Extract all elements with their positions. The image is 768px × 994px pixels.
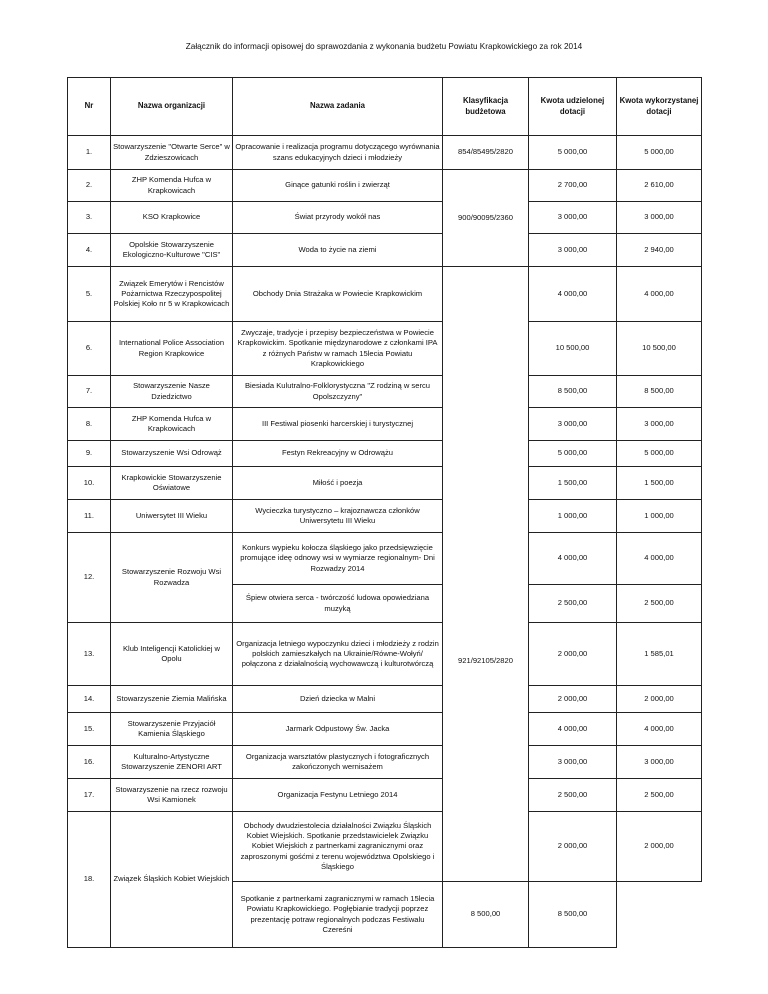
row-organization: ZHP Komenda Hufca w Krapkowicach <box>111 408 233 441</box>
row-granted: 1 000,00 <box>529 500 617 533</box>
table-row <box>68 686 702 713</box>
row-granted: 5 000,00 <box>529 441 617 467</box>
row-organization: Związek Emerytów i Rencistów Pożarnictwa Rzeczypospolitej Polskiej Koło nr 5 w Krapkowicach <box>111 267 233 322</box>
table-row <box>68 408 702 441</box>
row-task: Miłość i poezja <box>233 467 443 500</box>
row-task: Biesiada Kulutralno-Folklorystyczna "Z rodziną w sercu Opolszczyzny" <box>233 376 443 408</box>
row-task: Obchody dwudziestolecia działalności Związku Śląskich Kobiet Wiejskich. Spotkanie przedstawicielek Związku Kobiet Wiejskich z partnerkami zagranicznymi oraz zaproszonymi gośćmi z terenu województwa Opolskiego i Śląskiego <box>233 812 443 882</box>
row-task: Organizacja Festynu Letniego 2014 <box>233 779 443 812</box>
row-nr: 13. <box>68 623 111 686</box>
row-used: 10 500,00 <box>617 322 702 376</box>
row-granted: 2 500,00 <box>529 585 617 623</box>
row-granted: 3 000,00 <box>529 746 617 779</box>
row-organization: Stowarzyszenie Rozwoju Wsi Rozwadza <box>111 533 233 623</box>
row-granted: 3 000,00 <box>529 234 617 267</box>
table-row <box>68 500 702 533</box>
row-organization: International Police Association Region Krapkowice <box>111 322 233 376</box>
row-nr: 15. <box>68 713 111 746</box>
table-row <box>68 713 702 746</box>
row-organization: Klub Inteligencji Katolickiej w Opolu <box>111 623 233 686</box>
row-used: 8 500,00 <box>617 376 702 408</box>
row-nr: 14. <box>68 686 111 713</box>
row-used: 3 000,00 <box>617 202 702 234</box>
row-granted: 1 500,00 <box>529 467 617 500</box>
row-nr: 5. <box>68 267 111 322</box>
row-used: 4 000,00 <box>617 713 702 746</box>
table-row <box>68 746 702 779</box>
row-task: Świat przyrody wokół nas <box>233 202 443 234</box>
row-task: Śpiew otwiera serca - twórczość ludowa opowiedziana muzyką <box>233 585 443 623</box>
row-used: 2 940,00 <box>617 234 702 267</box>
row-task: Konkurs wypieku kołocza śląskiego jako przedsięwzięcie promujące ideę odnowy wsi w wymiarze regionalnym- Dni Rozwadzy 2014 <box>233 533 443 585</box>
header-task: Nazwa zadania <box>233 78 443 136</box>
row-classification: 921/92105/2820 <box>443 267 529 882</box>
row-granted: 2 000,00 <box>529 812 617 882</box>
row-used: 2 000,00 <box>617 686 702 713</box>
document-header-note: Załącznik do informacji opisowej do sprawozdania z wykonania budżetu Powiatu Krapkowickiego za rok 2014 <box>185 42 583 51</box>
header-used: Kwota wykorzystanej dotacji <box>617 78 702 136</box>
row-organization: Stowarzyszenie Ziemia Malińska <box>111 686 233 713</box>
row-classification: 854/85495/2820 <box>443 136 529 170</box>
row-nr: 10. <box>68 467 111 500</box>
table-row <box>68 376 702 408</box>
row-task: Obchody Dnia Strażaka w Powiecie Krapkowickim <box>233 267 443 322</box>
subsidy-table <box>67 77 702 948</box>
row-used: 2 000,00 <box>617 812 702 882</box>
row-nr: 1. <box>68 136 111 170</box>
row-used: 3 000,00 <box>617 408 702 441</box>
table-row <box>68 136 702 170</box>
row-used: 8 500,00 <box>529 882 617 948</box>
row-nr: 6. <box>68 322 111 376</box>
row-organization: Stowarzyszenie Nasze Dziedzictwo <box>111 376 233 408</box>
table-row <box>68 623 702 686</box>
row-task: Organizacja warsztatów plastycznych i fotograficznych zakończonych wernisażem <box>233 746 443 779</box>
row-granted: 4 000,00 <box>529 713 617 746</box>
table-row <box>68 467 702 500</box>
row-granted: 4 000,00 <box>529 533 617 585</box>
row-organization: Stowarzyszenie Wsi Odrowąż <box>111 441 233 467</box>
table-row <box>68 441 702 467</box>
table-row <box>68 779 702 812</box>
row-task: Woda to życie na ziemi <box>233 234 443 267</box>
row-organization: Kulturalno-Artystyczne Stowarzyszenie ZENORI ART <box>111 746 233 779</box>
row-nr: 18. <box>68 812 111 948</box>
row-organization: Krapkowickie Stowarzyszenie Oświatowe <box>111 467 233 500</box>
header-classification: Klasyfikacja budżetowa <box>443 78 529 136</box>
row-used: 5 000,00 <box>617 441 702 467</box>
row-used: 2 500,00 <box>617 585 702 623</box>
row-task: Jarmark Odpustowy Św. Jacka <box>233 713 443 746</box>
row-granted: 8 500,00 <box>529 376 617 408</box>
row-used: 5 000,00 <box>617 136 702 170</box>
header-nr: Nr <box>68 78 111 136</box>
row-used: 1 000,00 <box>617 500 702 533</box>
table-row <box>68 812 702 882</box>
row-used: 2 500,00 <box>617 779 702 812</box>
table-row <box>68 170 702 202</box>
table-row <box>68 234 702 267</box>
row-task: Ginące gatunki roślin i zwierząt <box>233 170 443 202</box>
row-task: Spotkanie z partnerkami zagranicznymi w ramach 15lecia Powiatu Krapkowickiego. Pogłębianie tradycji poprzez prezentację potraw regionalnych podczas Festiwalu Czereśni <box>233 882 443 948</box>
row-used: 1 500,00 <box>617 467 702 500</box>
row-task: Organizacja letniego wypoczynku dzieci i młodzieży z rodzin polskich zamieszkałych na Ukrainie/Równe-Wołyń/ połączona z działalnością wychowawczą i kulturotwórczą <box>233 623 443 686</box>
row-granted: 4 000,00 <box>529 267 617 322</box>
row-granted: 10 500,00 <box>529 322 617 376</box>
row-organization: Stowarzyszenie Przyjaciół Kamienia Śląskiego <box>111 713 233 746</box>
row-granted: 2 700,00 <box>529 170 617 202</box>
row-granted: 2 000,00 <box>529 686 617 713</box>
header-organization: Nazwa organizacji <box>111 78 233 136</box>
row-nr: 9. <box>68 441 111 467</box>
row-granted: 8 500,00 <box>443 882 529 948</box>
row-task: Opracowanie i realizacja programu dotyczącego wyrównania szans edukacyjnych dzieci i młodzieży <box>233 136 443 170</box>
header-granted: Kwota udzielonej dotacji <box>529 78 617 136</box>
row-nr: 2. <box>68 170 111 202</box>
row-nr: 3. <box>68 202 111 234</box>
row-granted: 2 500,00 <box>529 779 617 812</box>
row-granted: 3 000,00 <box>529 408 617 441</box>
row-organization: Stowarzyszenie "Otwarte Serce" w Zdzieszowicach <box>111 136 233 170</box>
row-classification: 900/90095/2360 <box>443 170 529 267</box>
table-row <box>68 322 702 376</box>
table-row <box>68 202 702 234</box>
row-organization: Uniwersytet III Wieku <box>111 500 233 533</box>
table-row <box>68 533 702 585</box>
table-row <box>68 267 702 322</box>
row-task: Dzień dziecka w Malni <box>233 686 443 713</box>
row-nr: 12. <box>68 533 111 623</box>
row-used: 3 000,00 <box>617 746 702 779</box>
row-task: Wycieczka turystyczno – krajoznawcza członków Uniwersytetu III Wieku <box>233 500 443 533</box>
row-organization: KSO Krapkowice <box>111 202 233 234</box>
row-nr: 16. <box>68 746 111 779</box>
row-organization: Stowarzyszenie na rzecz rozwoju Wsi Kamionek <box>111 779 233 812</box>
row-granted: 3 000,00 <box>529 202 617 234</box>
row-task: Festyn Rekreacyjny w Odrowążu <box>233 441 443 467</box>
row-used: 1 585,01 <box>617 623 702 686</box>
row-organization: ZHP Komenda Hufca w Krapkowicach <box>111 170 233 202</box>
table-header-row <box>68 78 702 136</box>
row-nr: 11. <box>68 500 111 533</box>
row-used: 2 610,00 <box>617 170 702 202</box>
row-used: 4 000,00 <box>617 267 702 322</box>
row-granted: 2 000,00 <box>529 623 617 686</box>
row-task: Zwyczaje, tradycje i przepisy bezpieczeństwa w Powiecie Krapkowickim. Spotkanie międzynarodowe z członkami IPA z różnych Państw w ramach 15lecia Powiatu Krapkowickiego <box>233 322 443 376</box>
row-nr: 7. <box>68 376 111 408</box>
row-organization: Związek Śląskich Kobiet Wiejskich <box>111 812 233 948</box>
row-task: III Festiwal piosenki harcerskiej i turystycznej <box>233 408 443 441</box>
row-nr: 4. <box>68 234 111 267</box>
row-granted: 5 000,00 <box>529 136 617 170</box>
row-nr: 17. <box>68 779 111 812</box>
row-used: 4 000,00 <box>617 533 702 585</box>
row-organization: Opolskie Stowarzyszenie Ekologiczno-Kulturowe "CIS" <box>111 234 233 267</box>
row-nr: 8. <box>68 408 111 441</box>
